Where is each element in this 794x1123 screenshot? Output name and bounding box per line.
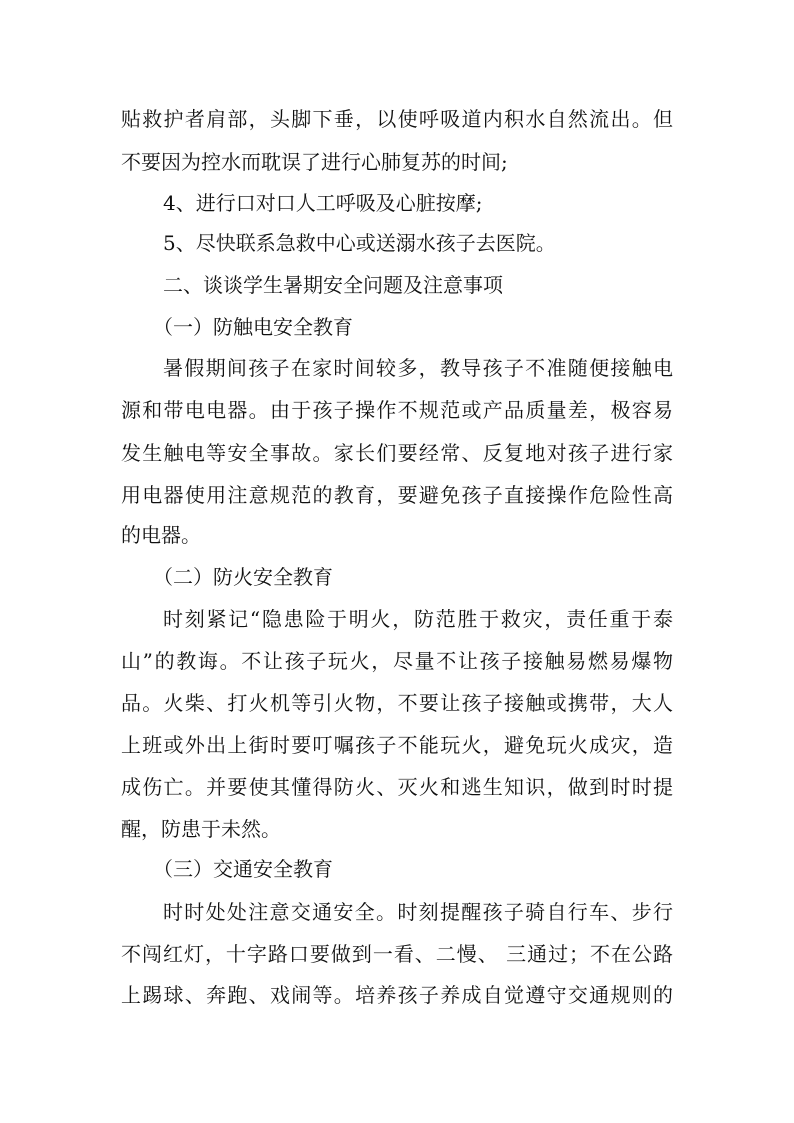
paragraph-line: 醒，防患于未然。	[121, 817, 281, 841]
paragraph-line: 时时处处注意交通安全。时刻提醒孩子骑自行车、步行	[163, 900, 673, 924]
subsection-heading: （一）防触电安全教育	[153, 315, 353, 339]
paragraph-line: 时刻紧记“隐患险于明火，防范胜于救灾，责任重于泰	[163, 607, 673, 631]
paragraph-line: 的电器。	[121, 523, 201, 547]
paragraph-line: 暑假期间孩子在家时间较多，教导孩子不准随便接触电	[163, 356, 673, 380]
paragraph-line: 成伤亡。并要使其懂得防火、灭火和逃生知识，做到时时提	[121, 775, 673, 799]
list-item: 4、进行口对口人工呼吸及心脏按摩;	[163, 191, 483, 215]
subsection-heading: （三）交通安全教育	[153, 857, 333, 881]
list-item: 5、尽快联系急救中心或送溺水孩子去医院。	[163, 231, 556, 255]
paragraph-line: 发生触电等安全事故。家长们要经常、反复地对孩子进行家	[121, 441, 673, 465]
paragraph-line: 用电器使用注意规范的教育，要避免孩子直接操作危险性高	[121, 483, 673, 507]
paragraph-line: 品。火柴、打火机等引火物，不要让孩子接触或携带，大人	[121, 691, 673, 715]
paragraph-line: 上班或外出上街时要叮嘱孩子不能玩火，避免玩火成灾，造	[121, 733, 673, 757]
paragraph-line: 上踢球、奔跑、戏闹等。培养孩子养成自觉遵守交通规则的	[121, 983, 673, 1007]
paragraph-line: 山”的教诲。不让孩子玩火，尽量不让孩子接触易燃易爆物	[121, 649, 673, 673]
section-heading: 二、谈谈学生暑期安全问题及注意事项	[163, 273, 503, 297]
paragraph-line: 源和带电电器。由于孩子操作不规范或产品质量差，极容易	[121, 398, 673, 422]
paragraph-line: 贴救护者肩部，头脚下垂，以使呼吸道内积水自然流出。但	[121, 107, 673, 131]
paragraph-line: 不要因为控水而耽误了进行心肺复苏的时间;	[121, 150, 508, 174]
paragraph-line: 不闯红灯，十字路口要做到一看、二慢、 三通过；不在公路	[121, 942, 673, 966]
subsection-heading: （二）防火安全教育	[153, 565, 333, 589]
